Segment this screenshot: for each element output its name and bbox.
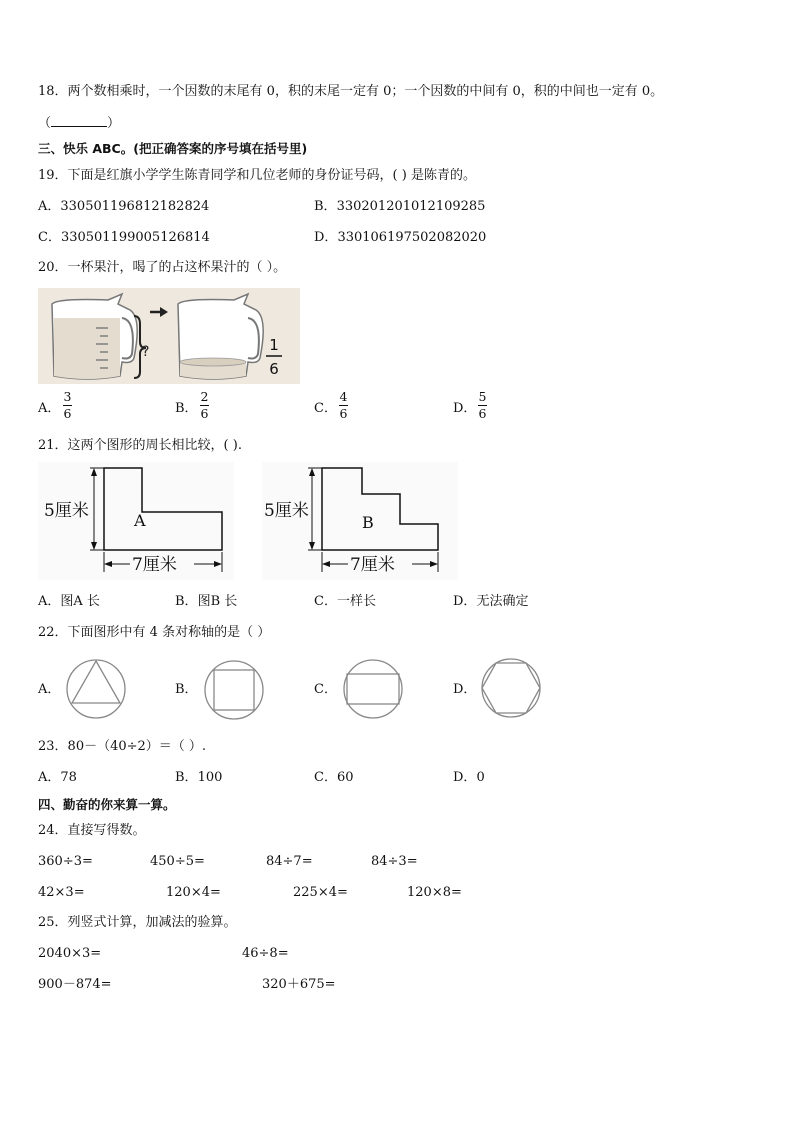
q21-option-d[interactable]: D．无法确定 bbox=[453, 594, 529, 609]
figure-a-name: A bbox=[134, 511, 146, 530]
figure-b-name: B bbox=[362, 513, 374, 532]
figure-b-width-label: 7厘米 bbox=[350, 555, 395, 575]
section4-title: 四、勤奋的你来算一算。 bbox=[38, 797, 176, 812]
q19-text: 19．下面是红旗小学学生陈青同学和几位老师的身份证号码，( ) 是陈青的。 bbox=[38, 168, 476, 183]
question-mark-label: ? bbox=[142, 344, 150, 360]
circle-triangle-icon bbox=[64, 657, 128, 721]
q21-option-c[interactable]: C．一样长 bbox=[314, 594, 376, 609]
fraction-numerator: 1 bbox=[269, 336, 279, 354]
q19-option-d[interactable]: D．330106197502082020 bbox=[314, 230, 487, 245]
q22-text: 22．下面图形中有 4 条对称轴的是（ ） bbox=[38, 625, 271, 640]
q25-item: 2040×3= bbox=[38, 946, 102, 961]
q23-option-b[interactable]: B．100 bbox=[175, 770, 223, 785]
q18-answer-blank[interactable]: （ ） bbox=[38, 116, 121, 131]
q23-text: 23．80－（40÷2）＝（ ）. bbox=[38, 739, 207, 754]
q21-option-a[interactable]: A．图A 长 bbox=[38, 594, 100, 609]
q24-item: 42×3= bbox=[38, 885, 85, 900]
figure-b-height-label: 5厘米 bbox=[264, 501, 309, 521]
q19-option-b[interactable]: B．330201201012109285 bbox=[314, 199, 486, 214]
fraction-denominator: 6 bbox=[269, 360, 279, 378]
q19-option-a[interactable]: A．330501196812182824 bbox=[38, 199, 210, 214]
q24-item: 360÷3= bbox=[38, 854, 93, 869]
q24-item: 120×4= bbox=[166, 885, 221, 900]
q22-option-b[interactable]: B． bbox=[175, 682, 198, 697]
q22-option-a[interactable]: A． bbox=[38, 682, 61, 697]
figure-a-width-label: 7厘米 bbox=[132, 555, 177, 575]
q25-item: 46÷8= bbox=[242, 946, 289, 961]
q23-option-a[interactable]: A．78 bbox=[38, 770, 77, 785]
q18-text: 18．两个数相乘时，一个因数的末尾有 0，积的末尾一定有 0；一个因数的中间有 0，积的中间也一定有 0。 bbox=[38, 84, 664, 99]
q20-option-a[interactable]: A． bbox=[38, 401, 61, 416]
q24-item: 120×8= bbox=[407, 885, 462, 900]
q20-text: 20．一杯果汁，喝了的占这杯果汁的（ ）。 bbox=[38, 260, 287, 275]
q20-option-d[interactable]: D． bbox=[453, 401, 477, 416]
figure-b bbox=[262, 462, 458, 580]
q22-option-c[interactable]: C． bbox=[314, 682, 337, 697]
q21-text: 21．这两个图形的周长相比较，( ). bbox=[38, 438, 242, 453]
circle-hexagon-icon bbox=[478, 656, 544, 720]
q20-option-c[interactable]: C． bbox=[314, 401, 337, 416]
q22-option-d[interactable]: D． bbox=[453, 682, 477, 697]
q24-item: 450÷5= bbox=[150, 854, 205, 869]
q20-option-b[interactable]: B． bbox=[175, 401, 198, 416]
section3-title: 三、快乐 ABC。(把正确答案的序号填在括号里) bbox=[38, 141, 308, 156]
q20-option-b-fraction: 2 6 bbox=[200, 389, 209, 421]
q24-item: 84÷3= bbox=[371, 854, 418, 869]
q20-option-a-fraction: 3 6 bbox=[63, 389, 72, 421]
q24-item: 84÷7= bbox=[266, 854, 313, 869]
q24-item: 225×4= bbox=[293, 885, 348, 900]
q25-item: 900－874= bbox=[38, 977, 112, 992]
figure-a bbox=[38, 462, 234, 580]
q20-option-c-fraction: 4 6 bbox=[339, 389, 348, 421]
q20-option-d-fraction: 5 6 bbox=[478, 389, 487, 421]
q21-option-b[interactable]: B．图B 长 bbox=[175, 594, 238, 609]
q24-text: 24．直接写得数。 bbox=[38, 823, 146, 838]
circle-square-icon bbox=[202, 658, 266, 722]
q19-option-c[interactable]: C．330501199005126814 bbox=[38, 230, 210, 245]
juice-cup-figure bbox=[38, 288, 300, 384]
figure-a-height-label: 5厘米 bbox=[44, 501, 89, 521]
q25-text: 25．列竖式计算，加减法的验算。 bbox=[38, 915, 237, 930]
q25-item: 320＋675= bbox=[262, 977, 336, 992]
q23-option-d[interactable]: D．0 bbox=[453, 770, 485, 785]
circle-rectangle-icon bbox=[340, 657, 406, 721]
q23-option-c[interactable]: C．60 bbox=[314, 770, 354, 785]
